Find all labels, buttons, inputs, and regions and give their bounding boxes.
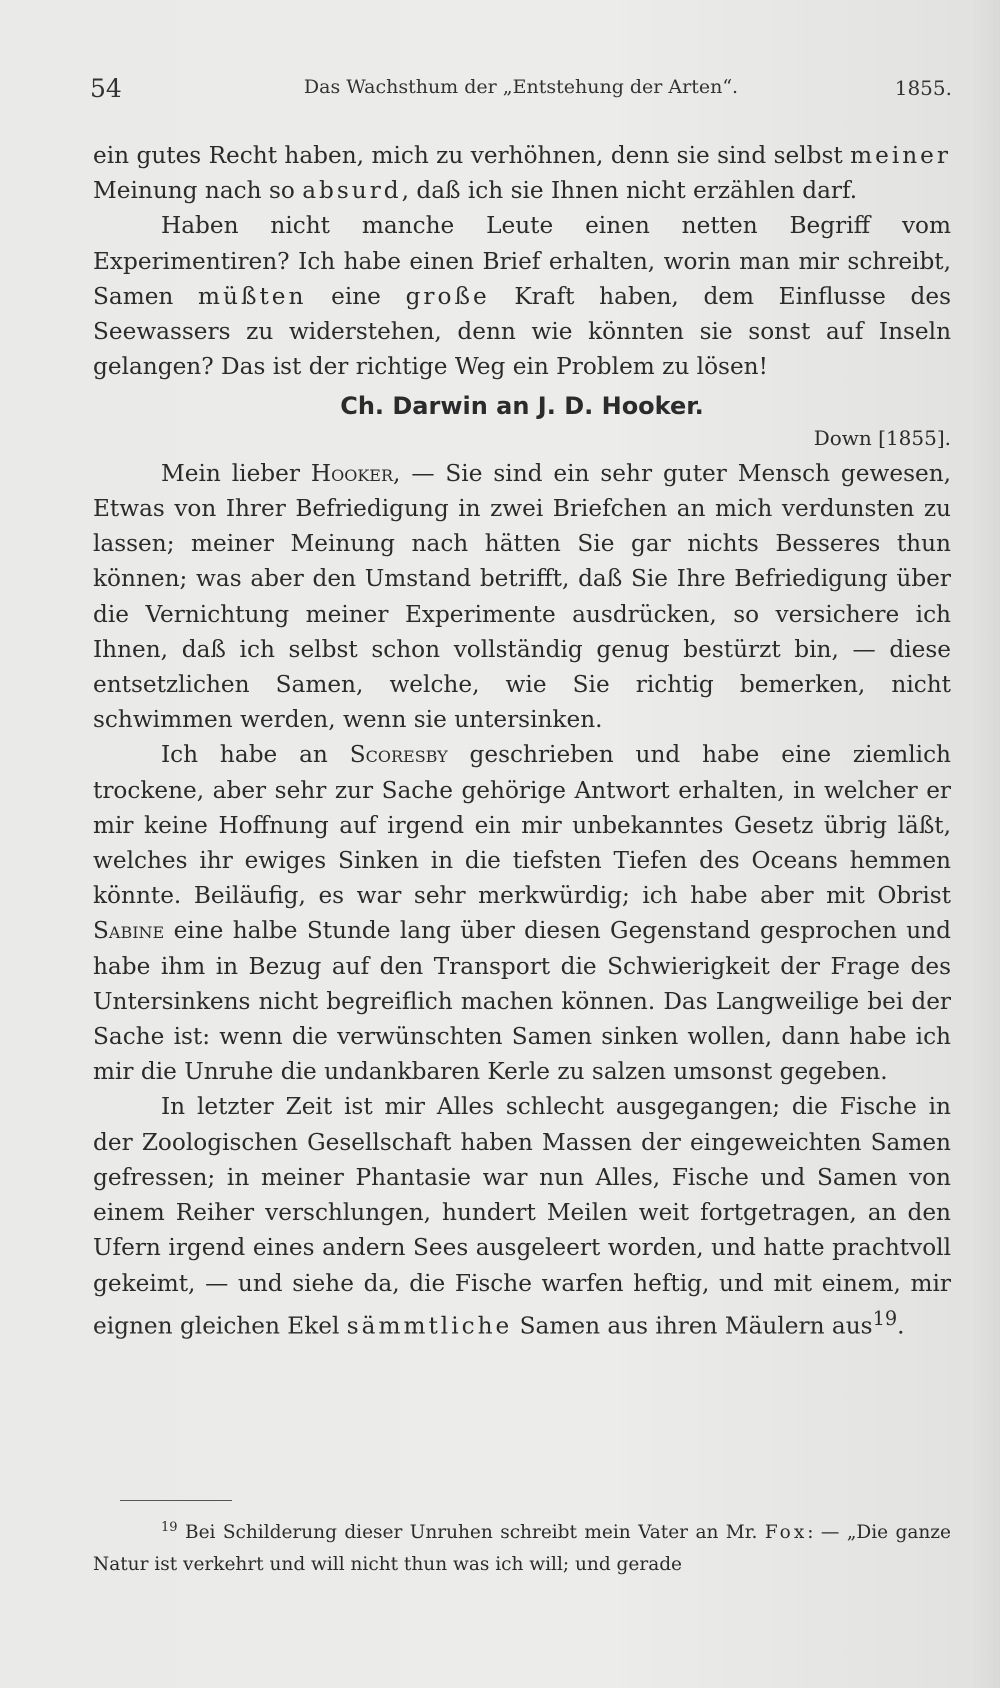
page-number: 54 [90,74,122,103]
spaced-emphasis: müßten [198,282,307,310]
footnote: $^{19}$ Bei Schilderung dieser Unruhen schreibt mein Vater an Mr. Fox: — „Die ganze Natur ist verkehrt und will nicht thun was ich will; und gerade [93,1520,952,1576]
spaced-emphasis: absurd [302,177,402,205]
page-body [93,138,951,1344]
paragraph-3: Mein lieber Hooker, — Sie sind ein sehr guter Mensch gewesen, Etwas von Ihrer Befriedigung in zwei Briefchen an mich verdunsten zu lassen; meiner Meinung nach hätten Sie gar nichts Besseres thun können; was aber den Umstand betrifft, daß Sie Ihre Befriedigung über die Vernichtung meiner Experimente ausdrücken, so versichere ich Ihnen, daß ich selbst schon vollständig genug bestürzt bin, — diese entsetzlichen Samen, welche, wie Sie richtig bemerken, nicht schwimmen werden, wenn sie untersinken. [93,459,951,734]
small-caps-name: Hooker [310,459,394,487]
running-title: Das Wachsthum der „Entstehung der Arten“. [303,76,739,98]
paragraph-4: Ich habe an Scoresby geschrieben und habe eine ziemlich trockene, aber sehr zur Sache gehörige Antwort erhalten, in welcher er mir keine Hoffnung auf irgend ein mir unbekanntes Gesetz übrig läßt, welches ihr ewiges Sinken in die tiefsten Tiefen des Oceans hemmen könnte. Beiläufig, es war sehr merkwürdig; ich habe aber mit Obrist Sabine eine halbe Stunde lang über diesen Gegenstand gesprochen und habe ihm in Bezug auf den Transport die Schwierigkeit der Frage des Untersinkens nicht begreiflich machen können. Das Langweilige bei der Sache ist: wenn die verwünschten Samen sinken wollen, dann habe ich mir die Unruhe die undankbaren Kerle zu salzen umsonst gegeben. [93,741,951,1086]
footnote-rule [120,1500,232,1501]
letter-heading: Ch. Darwin an J. D. Hooker. [340,392,704,421]
paragraph-2: Haben nicht manche Leute einen netten Begriff vom Experimentiren? Ich habe einen Brief erhalten, worin man mir schreibt, Samen müßten eine große Kraft haben, dem Einflusse des Seewassers zu widerstehen, denn wie könnten sie sonst auf Inseln gelangen? Das ist der richtige Weg ein Problem zu lösen! [93,212,951,381]
spaced-emphasis: große [405,282,490,310]
spaced-emphasis: Fox [764,1522,808,1544]
footnote-reference: 19 [872,1306,898,1330]
paragraph-1: ein gutes Recht haben, mich zu verhöhnen, denn sie sind selbst meiner Meinung nach so absurd, daß ich sie Ihnen nicht erzählen darf. [93,142,951,205]
spaced-emphasis: meiner [850,142,951,169]
spaced-emphasis: sämmtliche [346,1312,513,1340]
small-caps-name: Scoresby [349,741,448,769]
small-caps-name: Sabine [93,917,165,945]
running-header [90,70,952,110]
footnote-number: 19 [161,1520,178,1535]
header-year: 1855. [894,76,952,100]
letter-place-date: Down [1855]. [813,425,951,450]
paragraph-5: In letzter Zeit ist mir Alles schlecht ausgegangen; die Fische in der Zoologischen Gesellschaft haben Massen der eingeweichten Samen gefressen; in meiner Phantasie war nun Alles, Fische und Samen von einem Reiher verschlungen, hundert Meilen weit fortgetragen, an den Ufern irgend eines andern Sees ausgeleert worden, und hatte prachtvoll gekeimt, — und siehe da, die Fische warfen heftig, und mit einem, mir eignen gleichen Ekel sämmtliche Samen aus ihren Mäulern aus$^{19}$. [93,1093,951,1340]
